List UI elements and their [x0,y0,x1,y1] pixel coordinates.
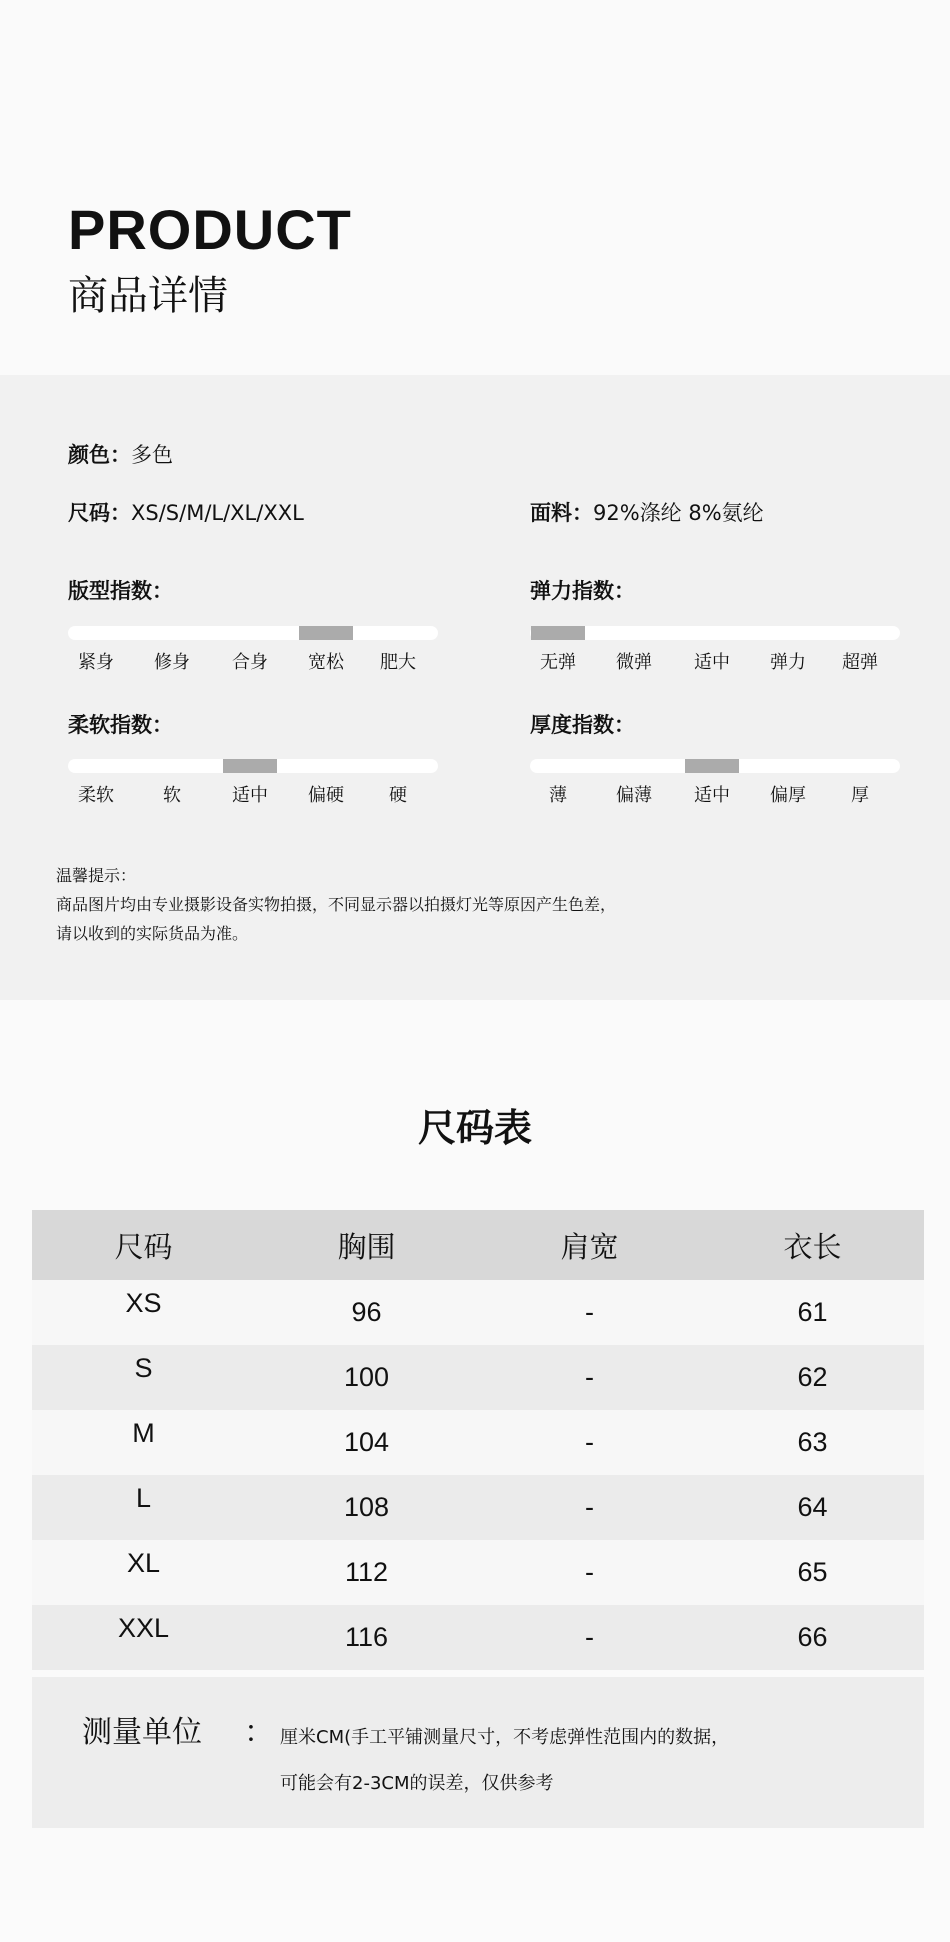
size-table [32,1210,924,1670]
table-row [32,1410,924,1475]
cell-size: XS [125,1288,162,1318]
spec-size-key: 尺码： [68,501,131,525]
cell-shoulder: - [585,1427,594,1457]
softness-index-labels [68,783,438,809]
warm-tip-line: 商品图片均由专业摄影设备实物拍摄，不同显示器以拍摄灯光等原因产生色差， [56,895,617,914]
cell-size: XL [126,1548,161,1578]
cell-shoulder: - [585,1297,594,1327]
fit-index-labels [68,650,438,676]
details-panel [0,375,950,1000]
table-row [32,1540,924,1605]
product-header [68,200,352,320]
cell-size: XXL [117,1613,170,1643]
measurement-colon: ： [244,1715,274,1750]
scale-label: 肥大 [380,652,416,673]
scale-label: 紧身 [78,652,114,673]
thickness-index-track [530,759,900,773]
cell-shoulder: - [585,1557,594,1587]
scale-label: 适中 [694,652,730,673]
softness-index-title: 柔软指数： [68,713,173,737]
cell-length: 64 [797,1492,828,1522]
size-table-header [32,1210,924,1280]
scale-label: 偏硬 [308,785,344,806]
cell-length: 63 [797,1427,828,1457]
cell-size: M [132,1418,155,1448]
fit-index-title: 版型指数： [68,579,173,603]
scale-label: 弹力 [770,652,806,673]
cell-length: 66 [797,1622,828,1652]
cell-size: S [134,1353,153,1383]
cell-chest: 108 [343,1492,390,1522]
table-row [32,1605,924,1670]
measurement-label: 测量单位 [82,1715,202,1750]
title-cn: 商品详情 [68,273,228,319]
warm-tip [56,861,616,948]
cell-chest: 96 [351,1297,382,1327]
cell-chest: 104 [343,1427,390,1457]
stretch-index-marker [531,626,585,640]
scale-label: 合身 [232,652,268,673]
scale-label: 偏薄 [616,785,652,806]
bottom-area [0,1900,950,1942]
scale-label: 厚 [851,785,869,806]
table-row [32,1475,924,1540]
thickness-index-labels [530,783,900,809]
measurement-note [32,1677,924,1828]
cell-size: L [135,1483,152,1513]
size-chart-title: 尺码表 [417,1106,532,1150]
warm-tip-title: 温馨提示： [56,866,137,885]
cell-chest: 116 [344,1622,389,1652]
thickness-index-title: 厚度指数： [530,713,635,737]
spec-color [68,441,173,469]
spec-size-value: XS/S/M/L/XL/XXL [131,501,304,525]
cell-chest: 100 [343,1362,390,1392]
cell-length: 61 [797,1297,828,1327]
header-shoulder: 肩宽 [560,1229,619,1264]
scale-label: 适中 [694,785,730,806]
spec-size [68,499,304,527]
scale-label: 柔软 [78,785,114,806]
header-length: 衣长 [783,1229,842,1264]
measurement-text-line: 可能会有2-3CM的误差，仅供参考 [280,1773,554,1794]
spec-color-value: 多色 [131,443,173,467]
scale-label: 宽松 [308,652,344,673]
thickness-index-scale [530,759,900,809]
spec-color-key: 颜色： [68,443,131,467]
scale-label: 超弹 [842,652,878,673]
scale-label: 软 [163,785,181,806]
cell-chest: 112 [344,1557,389,1587]
scale-label: 适中 [232,785,268,806]
scale-label: 微弹 [616,652,652,673]
stretch-index-track [530,626,900,640]
scale-label: 薄 [549,785,567,806]
softness-index-scale [68,759,438,809]
header-size: 尺码 [114,1229,173,1264]
softness-index-marker [223,759,277,773]
cell-length: 65 [797,1557,828,1587]
scale-label: 硬 [389,785,407,806]
spec-material [530,499,764,527]
table-row [32,1280,924,1345]
fit-index-track [68,626,438,640]
header-chest: 胸围 [337,1229,396,1264]
fit-index-scale [68,626,438,676]
spec-material-value: 92%涤纶 8%氨纶 [593,501,764,525]
scale-label: 无弹 [540,652,576,673]
softness-index-track [68,759,438,773]
stretch-index-scale [530,626,900,676]
cell-shoulder: - [585,1492,594,1522]
measurement-text-line: 厘米CM(手工平铺测量尺寸，不考虑弹性范围内的数据， [280,1727,730,1748]
stretch-index-labels [530,650,900,676]
scale-label: 偏厚 [770,785,806,806]
cell-length: 62 [797,1362,828,1392]
fit-index-marker [299,626,353,640]
cell-shoulder: - [585,1362,594,1392]
stretch-index-title: 弹力指数： [530,579,635,603]
thickness-index-marker [685,759,739,773]
table-row [32,1345,924,1410]
scale-label: 修身 [154,652,190,673]
cell-shoulder: - [585,1622,594,1652]
warm-tip-line: 请以收到的实际货品为准。 [56,924,249,943]
title-en: PRODUCT [68,198,352,261]
spec-material-key: 面料： [530,501,593,525]
